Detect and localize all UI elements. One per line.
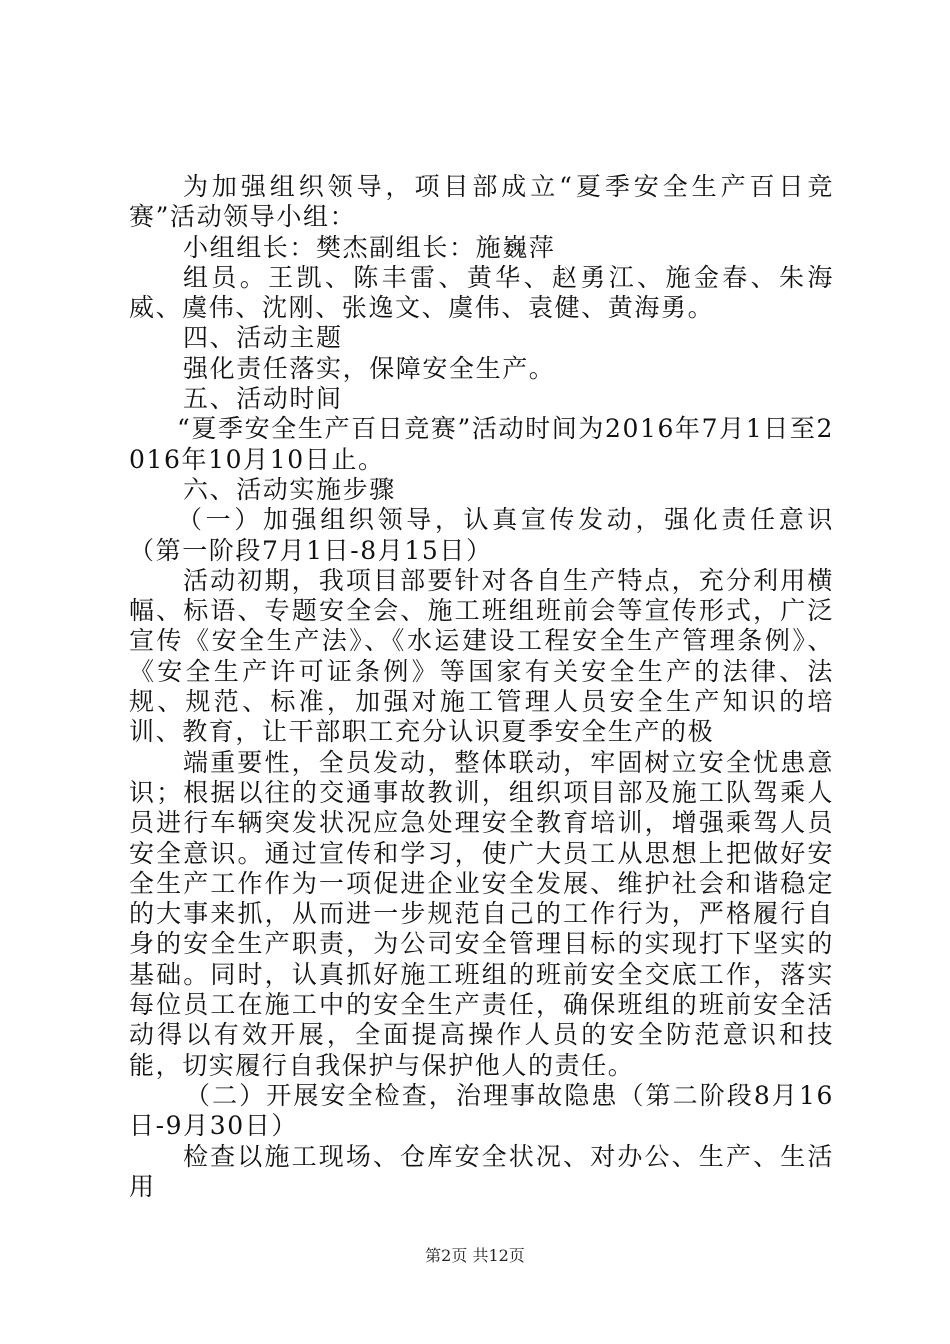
- paragraph-group-members: 组员。王凯、陈丰雷、黄华、赵勇江、施金春、朱海威、虞伟、沈刚、张逸文、虞伟、袁健、黄海勇。: [129, 262, 834, 323]
- heading-implementation-steps: 六、活动实施步骤: [183, 474, 396, 504]
- paragraph-stage-one-continued: 端重要性，全员发动，整体联动，牢固树立安全忧患意识；根据以往的交通事故教训，组织项目部及施工队驾乘人员进行车辆突发状况应急处理安全教育培训，增强乘驾人员安全意识。通过宣传和学习，使广大员工从思想上把做好安全生产工作作为一项促进企业安全发展、维护社会和谐稳定的大事来抓，从而进一步规范自己的工作行为，严格履行自身的安全生产职责，为公司安全管理目标的实现打下坚实的基础。同时，认真抓好施工班组的班前安全交底工作，落实每位员工在施工中的安全生产责任，确保班组的班前安全活动得以有效开展，全面提高操作人员的安全防范意识和技能，切实履行自我保护与保护他人的责任。: [129, 747, 834, 1080]
- paragraph-stage-two-inspection: 检查以施工现场、仓库安全状况、对办公、生产、生活用: [129, 1141, 834, 1201]
- paragraph-activity-theme: 强化责任落实，保障安全生产。: [183, 353, 556, 383]
- page-footer: 第2页 共12页: [425, 1246, 525, 1265]
- heading-stage-one: （一）加强组织领导，认真宣传发动，强化责任意识（第一阶段7月1日-8月15日）: [129, 505, 834, 565]
- paragraph-leadership-intro: 为加强组织领导，项目部成立“夏季安全生产百日竞赛”活动领导小组：: [129, 172, 834, 232]
- paragraph-stage-one-publicity: 活动初期，我项目部要针对各自生产特点，充分利用横幅、标语、专题安全会、施工班组班前会等宣传形式，广泛宣传《安全生产法》、《水运建设工程安全生产管理条例》、《安全生产许可证条例》等国家有关安全生产的法律、法规、规范、标准，加强对施工管理人员安全生产知识的培训、教育，让干部职工充分认识夏季安全生产的极: [129, 565, 834, 747]
- heading-activity-time: 五、活动时间: [183, 384, 343, 414]
- paragraph-group-leaders: 小组组长：樊杰副组长：施巍萍: [183, 232, 556, 262]
- heading-activity-theme: 四、活动主题: [183, 323, 343, 353]
- paragraph-activity-time: “夏季安全生产百日竞赛”活动时间为2016年7月1日至2016年10月10日止。: [129, 414, 834, 474]
- heading-stage-two: （二）开展安全检查，治理事故隐患（第二阶段8月16日-9月30日）: [129, 1080, 834, 1141]
- document-body: [129, 172, 834, 1202]
